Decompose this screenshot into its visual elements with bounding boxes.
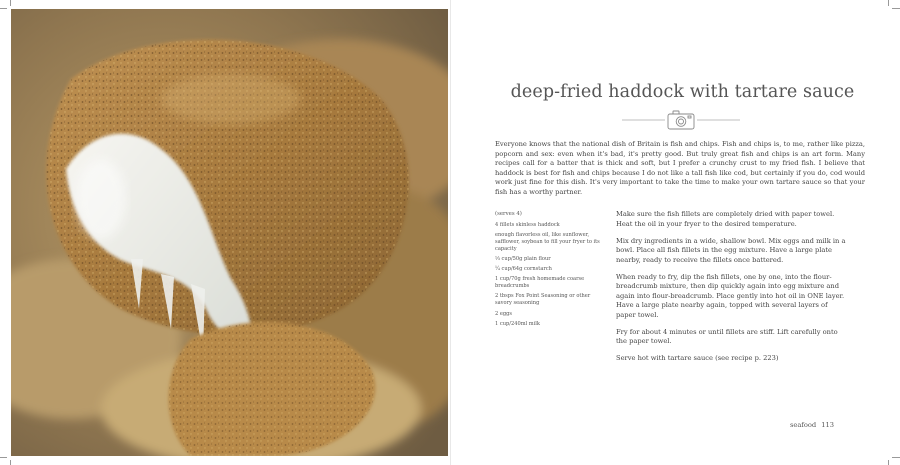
method-step: Mix dry ingredients in a wide, shallow bowl. Mix eggs and milk in a bowl. Place all fish fillets in the egg mixture. Have a large plate nearby, ready to receive the fillets once battered. [616,236,846,264]
camera-icon [668,111,694,129]
method-step: Make sure the fish fillets are completely dried with paper towel. Heat the oil in your fryer to the desired temperature. [616,210,835,228]
ingredient-item: 2 tbsps Fox Point Seasoning or other savory seasoning [495,293,591,307]
crop-mark [0,8,7,9]
recipe-title: deep-fried haddock with tartare sauce [510,82,855,102]
page-footer [790,421,839,429]
crop-mark [888,460,889,465]
camera-divider [622,108,740,132]
method-step: Fry for about 4 minutes or until fillets are stiff. Lift carefully onto the paper towel. [616,327,838,346]
ingredient-item: ⅓ cup/50g plain flour [495,256,551,263]
crop-mark [10,0,11,6]
method-step: Serve hot with tartare sauce (see recipe p. 223) [616,354,779,363]
ingredient-item: 1 cup/240ml milk [495,320,540,327]
crop-mark [892,8,900,9]
crop-mark [10,460,11,465]
crop-mark [892,457,900,458]
page-number: 113 [821,421,834,429]
ingredient-item: ¼ cup/64g cornstarch [495,266,552,273]
crop-mark [0,457,7,458]
fish-photo [11,9,448,456]
ingredient-item: 2 eggs [495,310,513,317]
method-steps [616,210,848,371]
serves-label: (serves 4) [495,211,522,217]
method-step: When ready to fry, dip the fish fillets, one by one, into the flour-breadcrumb mixture, then dip quickly again into egg mixture and again into flour-breadcrumb. Place gently into hot oil in ONE layer. Have a large plate nearby again, topped with several layers of paper towel. [616,272,845,319]
page-gutter [450,0,451,465]
ingredient-item: 1 cup/70g fresh homemade coarse breadcrumbs [495,276,585,290]
intro-paragraph: Everyone knows that the national dish of Britain is fish and chips. Fish and chips is, to me, rather like pizza, popcorn and sex: even when it's bad, it's pretty good. But truly great fish and chips is an art form. Many recipes call for a batter that is thick and soft, but I prefer a crunchy crust to my fried fish. I believe that haddock is best for fish and chips because I do not like a tall fish like cod, but certainly if you do, cod would work just fine for this dish. It's very important to take the time to make your own tartare sauce so that your fish has a worthy partner. [495,140,865,196]
ingredient-item: 4 fillets skinless haddock [495,222,560,228]
ingredient-item: enough flavorless oil, like sunflower, safflower, soybean to fill your fryer to its capacity [495,232,600,253]
crop-mark [888,0,889,6]
section-label: seafood [790,421,817,429]
ingredient-list [495,211,608,331]
